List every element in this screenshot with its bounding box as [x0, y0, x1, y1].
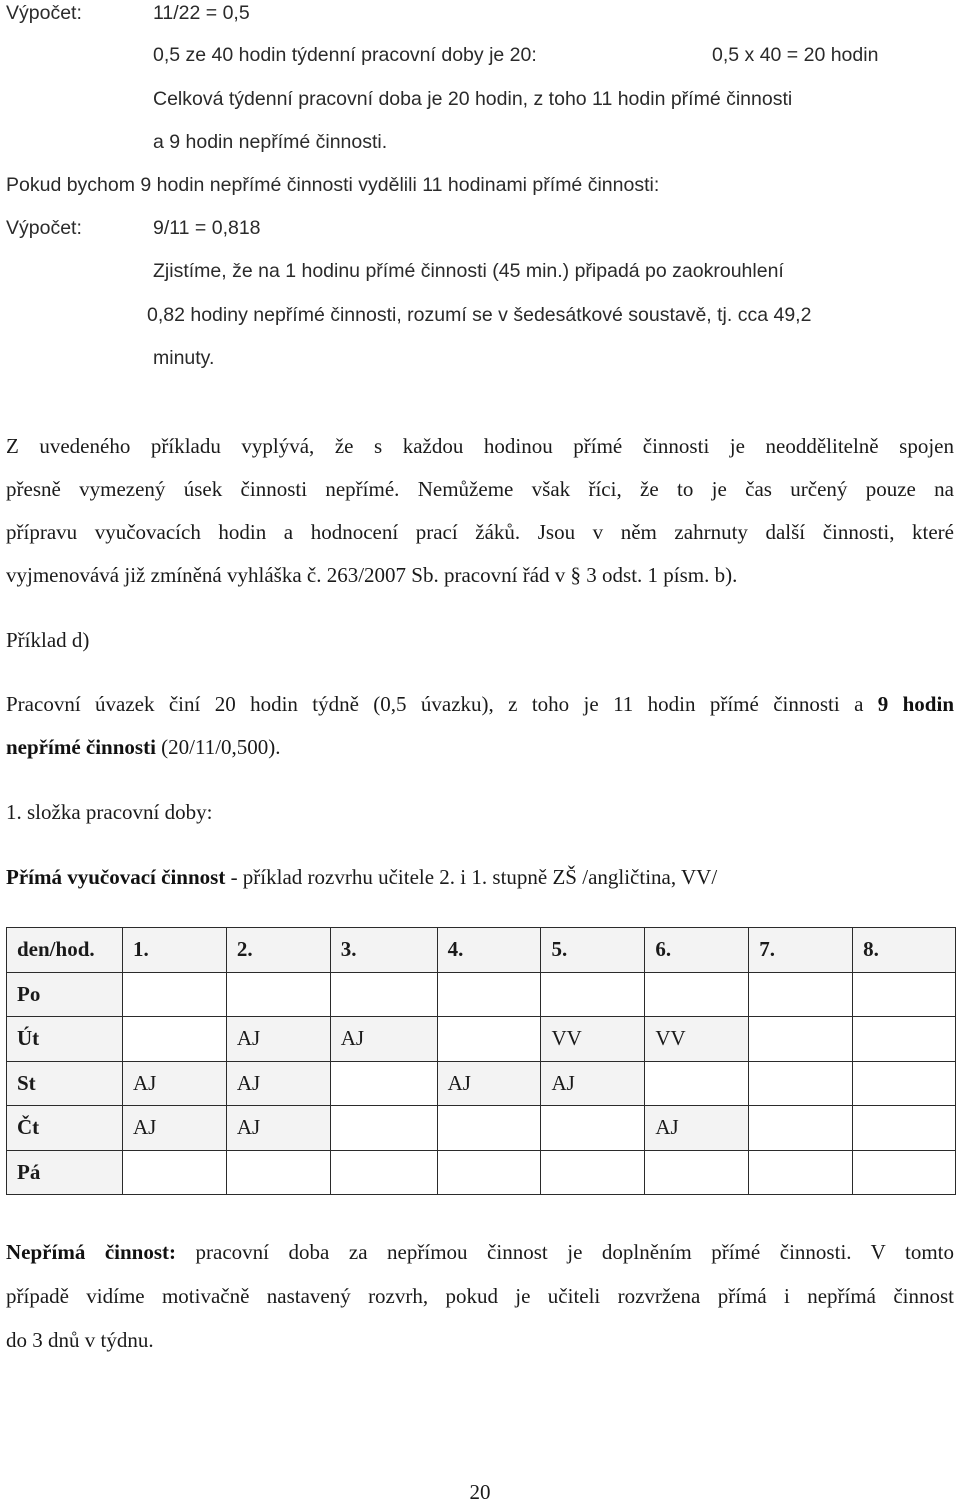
- schedule-day-cell: Čt: [7, 1106, 123, 1151]
- schedule-cell: AJ: [226, 1106, 330, 1151]
- schedule-cell: [122, 972, 226, 1017]
- calc2-line2: Zjistíme, že na 1 hodinu přímé činnosti (45 min.) připadá po zaokrouhlení: [153, 260, 784, 282]
- para1-line4: vyjmenovává již zmíněná vyhláška č. 263/2007 Sb. pracovní řád v § 3 odst. 1 písm. b).: [6, 563, 738, 587]
- page-number: 20: [469, 1480, 491, 1504]
- direct-rest: - příklad rozvrhu učitele 2. i 1. stupně ZŠ /angličtina, VV/: [225, 865, 718, 889]
- schedule-cell: [330, 972, 437, 1017]
- schedule-cell: [645, 1061, 749, 1106]
- para1-line3: přípravu vyučovacích hodin a hodnocení prací žáků. Jsou v něm zahrnuty další činnosti, které: [6, 520, 954, 544]
- calc1-value: 11/22 = 0,5: [153, 2, 250, 24]
- schedule-day-cell: Po: [7, 972, 123, 1017]
- schedule-header-row: [7, 928, 956, 973]
- calc2-line3: 0,82 hodiny nepřímé činnosti, rozumí se v šedesátkové soustavě, tj. cca 49,2: [147, 304, 812, 326]
- header-day: den/hod.: [7, 928, 123, 973]
- schedule-day-cell: Pá: [7, 1150, 123, 1195]
- folder-line: 1. složka pracovní doby:: [6, 800, 213, 824]
- schedule-cell: AJ: [226, 1061, 330, 1106]
- schedule-cell: AJ: [645, 1106, 749, 1151]
- schedule-cell: AJ: [541, 1061, 645, 1106]
- header-hour-2: 2.: [226, 928, 330, 973]
- header-hour-4: 4.: [437, 928, 541, 973]
- header-hour-8: 8.: [853, 928, 956, 973]
- indirect-line1-text: pracovní doba za nepřímou činnost je doplněním přímé činnosti. V tomto: [176, 1240, 954, 1264]
- schedule-cell: [749, 1106, 853, 1151]
- indirect-line1: [6, 1240, 954, 1265]
- calc2-label: Výpočet:: [6, 217, 82, 239]
- schedule-cell: [226, 1150, 330, 1195]
- schedule-cell: [749, 972, 853, 1017]
- schedule-cell: [541, 1106, 645, 1151]
- para2-line2-text: (20/11/0,500).: [155, 735, 281, 759]
- schedule-cell: [437, 1017, 541, 1062]
- schedule-cell: [437, 1150, 541, 1195]
- schedule-cell: AJ: [226, 1017, 330, 1062]
- para1-line2: přesně vymezený úsek činnosti nepřímé. Nemůžeme však říci, že to je čas určený pouze na: [6, 477, 954, 501]
- schedule-cell: [853, 1061, 956, 1106]
- schedule-cell: [853, 1017, 956, 1062]
- schedule-cell: VV: [645, 1017, 749, 1062]
- schedule-cell: [226, 972, 330, 1017]
- schedule-cell: [853, 1106, 956, 1151]
- indirect-line3: do 3 dnů v týdnu.: [6, 1328, 154, 1352]
- schedule-day-cell: Út: [7, 1017, 123, 1062]
- schedule-cell: [330, 1150, 437, 1195]
- schedule-cell: [645, 1150, 749, 1195]
- schedule-row: [7, 972, 956, 1017]
- header-hour-1: 1.: [122, 928, 226, 973]
- para2-line1: [6, 692, 954, 717]
- schedule-cell: [645, 972, 749, 1017]
- schedule-day-cell: St: [7, 1061, 123, 1106]
- schedule-cell: AJ: [437, 1061, 541, 1106]
- schedule-row: [7, 1061, 956, 1106]
- schedule-cell: [541, 972, 645, 1017]
- calc2-line4: minuty.: [153, 347, 215, 369]
- schedule-row: [7, 1017, 956, 1062]
- schedule-cell: AJ: [122, 1106, 226, 1151]
- calc1-line4: a 9 hodin nepřímé činnosti.: [153, 131, 388, 153]
- schedule-cell: [122, 1017, 226, 1062]
- schedule-cell: [330, 1106, 437, 1151]
- schedule-cell: [122, 1150, 226, 1195]
- calc2-value: 9/11 = 0,818: [153, 217, 261, 239]
- para2-line1-text: Pracovní úvazek činí 20 hodin týdně (0,5 úvazku), z toho je 11 hodin přímé činnosti a: [6, 692, 878, 716]
- calc1-line2b: 0,5 x 40 = 20 hodin: [712, 44, 879, 66]
- schedule-cell: [330, 1061, 437, 1106]
- indirect-bold: Nepřímá činnost:: [6, 1240, 177, 1264]
- schedule-cell: [749, 1150, 853, 1195]
- header-hour-3: 3.: [330, 928, 437, 973]
- schedule-cell: [437, 972, 541, 1017]
- if-line: Pokud bychom 9 hodin nepřímé činnosti vydělili 11 hodinami přímé činnosti:: [6, 174, 660, 196]
- header-hour-7: 7.: [749, 928, 853, 973]
- example-heading: Příklad d): [6, 628, 90, 652]
- schedule-table: [6, 927, 956, 1195]
- schedule-cell: [853, 1150, 956, 1195]
- para2-line2: [6, 735, 281, 760]
- schedule-row: [7, 1106, 956, 1151]
- schedule-cell: AJ: [122, 1061, 226, 1106]
- schedule-cell: [749, 1017, 853, 1062]
- indirect-line2: případě vidíme motivačně nastavený rozvrh, pokud je učiteli rozvržena přímá i nepřímá činnost: [6, 1284, 954, 1308]
- schedule-cell: [437, 1106, 541, 1151]
- calc1-line2a: 0,5 ze 40 hodin týdenní pracovní doby je 20:: [153, 44, 537, 66]
- calc1-label: Výpočet:: [6, 2, 82, 24]
- para2-line1-bold: 9 hodin: [877, 692, 955, 716]
- schedule-cell: AJ: [330, 1017, 437, 1062]
- para1-line1: Z uvedeného příkladu vyplývá, že s každou hodinou přímé činnosti je neoddělitelně spojen: [6, 434, 954, 458]
- direct-bold: Přímá vyučovací činnost: [6, 865, 226, 889]
- header-hour-6: 6.: [645, 928, 749, 973]
- schedule-row: [7, 1150, 956, 1195]
- header-hour-5: 5.: [541, 928, 645, 973]
- schedule-cell: [853, 972, 956, 1017]
- direct-line: [6, 865, 717, 890]
- schedule-cell: VV: [541, 1017, 645, 1062]
- schedule-cell: [749, 1061, 853, 1106]
- calc1-line3: Celková týdenní pracovní doba je 20 hodin, z toho 11 hodin přímé činnosti: [153, 88, 793, 110]
- para2-line2-bold: nepřímé činnosti: [6, 735, 156, 759]
- schedule-cell: [541, 1150, 645, 1195]
